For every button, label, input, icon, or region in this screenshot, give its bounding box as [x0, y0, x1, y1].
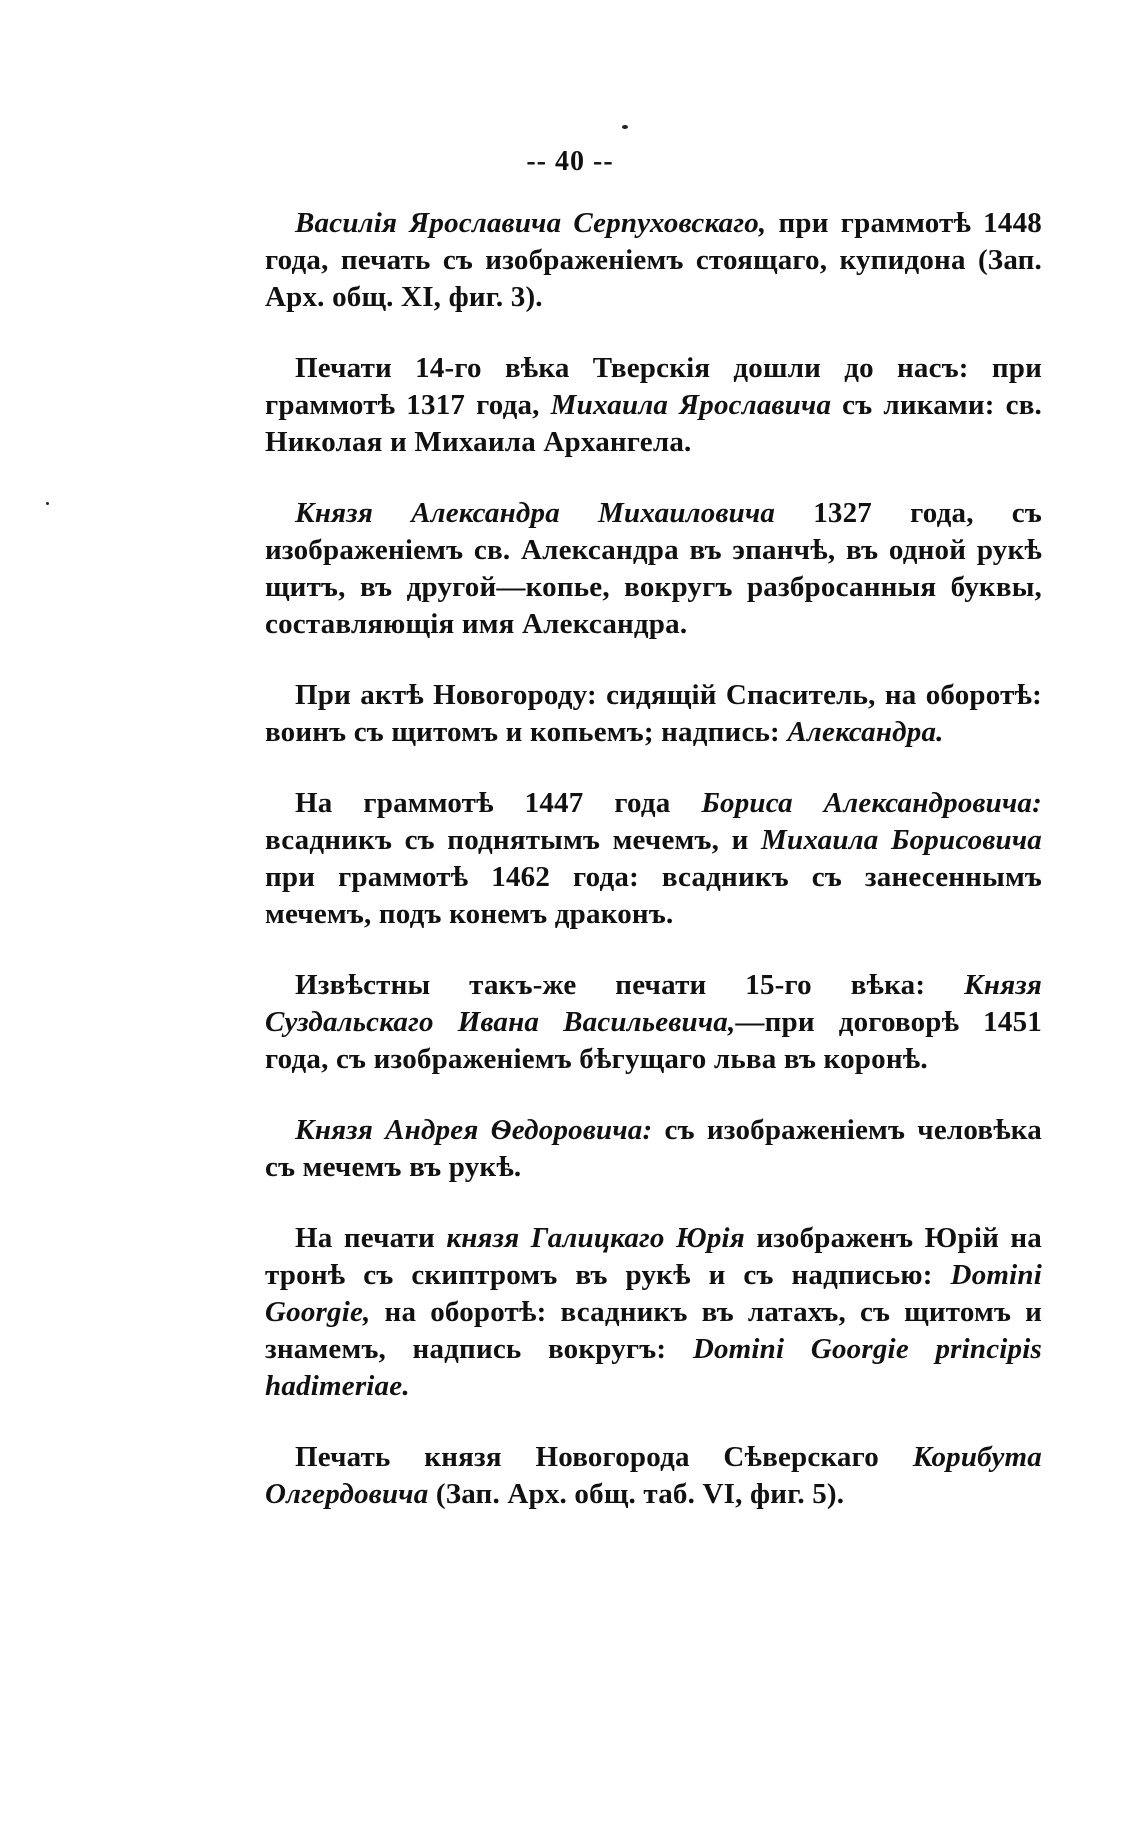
paragraph-segment: При актѣ Новогороду: сидящій Спаситель, на оборотѣ: воинъ съ щитомъ и копьемъ; надпись: — [265, 679, 1042, 748]
paragraph-segment: Извѣстны такъ-же печати 15-го вѣка: — [295, 969, 965, 1001]
paragraph-segment: Корибута Олгердовича — [265, 1441, 1042, 1510]
paragraph-segment: при граммотѣ 1448 года, печать съ изображеніемъ стоящаго, купидона (Зап. Арх. общ. XI, фиг. 3). — [265, 207, 1042, 313]
paragraph-segment: всадникъ съ поднятымъ мечемъ, и — [265, 824, 762, 856]
paragraph-segment: Князя Андрея Ѳедоровича: — [295, 1114, 653, 1146]
paragraph-segment: На печати — [295, 1222, 447, 1254]
paragraph-segment: —при договорѣ 1451 года, съ изображеніемъ бѣгущаго льва въ коронѣ. — [265, 1006, 1042, 1075]
paragraph-segment: князя Галицкаго Юрія — [446, 1222, 745, 1254]
paragraph-segment: Александра. — [787, 716, 944, 748]
ink-speck — [622, 125, 628, 129]
paragraph-segment: Печати 14-го вѣка Тверскія дошли до насъ: при граммотѣ 1317 года, — [265, 352, 1042, 421]
paragraph — [265, 677, 1042, 751]
paragraph — [265, 350, 1042, 461]
paragraph-segment: при граммотѣ 1462 года: всадникъ съ занесеннымъ мечемъ, подъ конемъ драконъ. — [265, 861, 1042, 930]
paragraph — [265, 1220, 1042, 1405]
paragraph-segment: Domini Goorgie principis hadimeriae. — [265, 1333, 1042, 1402]
paragraph-segment: Бориса Александровича: — [701, 787, 1042, 819]
paragraph-segment: Печать князя Новогорода Сѣверскаго — [295, 1441, 913, 1473]
paragraph — [265, 495, 1042, 643]
paragraph-segment: Князя Суздальскаго Ивана Васильевича, — [265, 969, 1042, 1038]
body-text — [265, 205, 1042, 1547]
paragraph-segment: Василія Ярославича Серпуховскаго, — [295, 207, 767, 239]
ink-speck — [46, 502, 49, 505]
paragraph-segment: на оборотѣ: всадникъ въ латахъ, съ щитомъ и знамемъ, надпись вокругъ: — [265, 1296, 1042, 1365]
paragraph-segment: Михаила Борисовича — [761, 824, 1042, 856]
paragraph-segment: Князя Александра Михаиловича — [295, 497, 776, 529]
paragraph-segment: 1327 года, съ изображеніемъ св. Александра въ эпанчѣ, въ одной рукѣ щитъ, въ другой—копье, вокругъ разбросанныя буквы, составляющія имя Александра. — [265, 497, 1042, 640]
paragraph — [265, 967, 1042, 1078]
paragraph-segment: съ изображеніемъ человѣка съ мечемъ въ рукѣ. — [265, 1114, 1042, 1183]
paragraph — [265, 205, 1042, 316]
page-number: -- 40 -- — [526, 146, 614, 177]
paragraph-segment: изображенъ Юрій на тронѣ съ скиптромъ въ рукѣ и съ надписью: — [265, 1222, 1042, 1291]
paragraph-segment: Михаила Ярославича — [550, 389, 832, 421]
paragraph-segment: На граммотѣ 1447 года — [295, 787, 702, 819]
paragraph — [265, 785, 1042, 933]
paragraph-segment: съ ликами: св. Николая и Михаила Архангела. — [265, 389, 1043, 458]
paragraph — [265, 1112, 1042, 1186]
paragraph — [265, 1439, 1042, 1513]
paragraph-segment: Domini Goorgie, — [265, 1259, 1042, 1328]
paragraph-segment: (Зап. Арх. общ. таб. VI, фиг. 5). — [428, 1478, 845, 1510]
